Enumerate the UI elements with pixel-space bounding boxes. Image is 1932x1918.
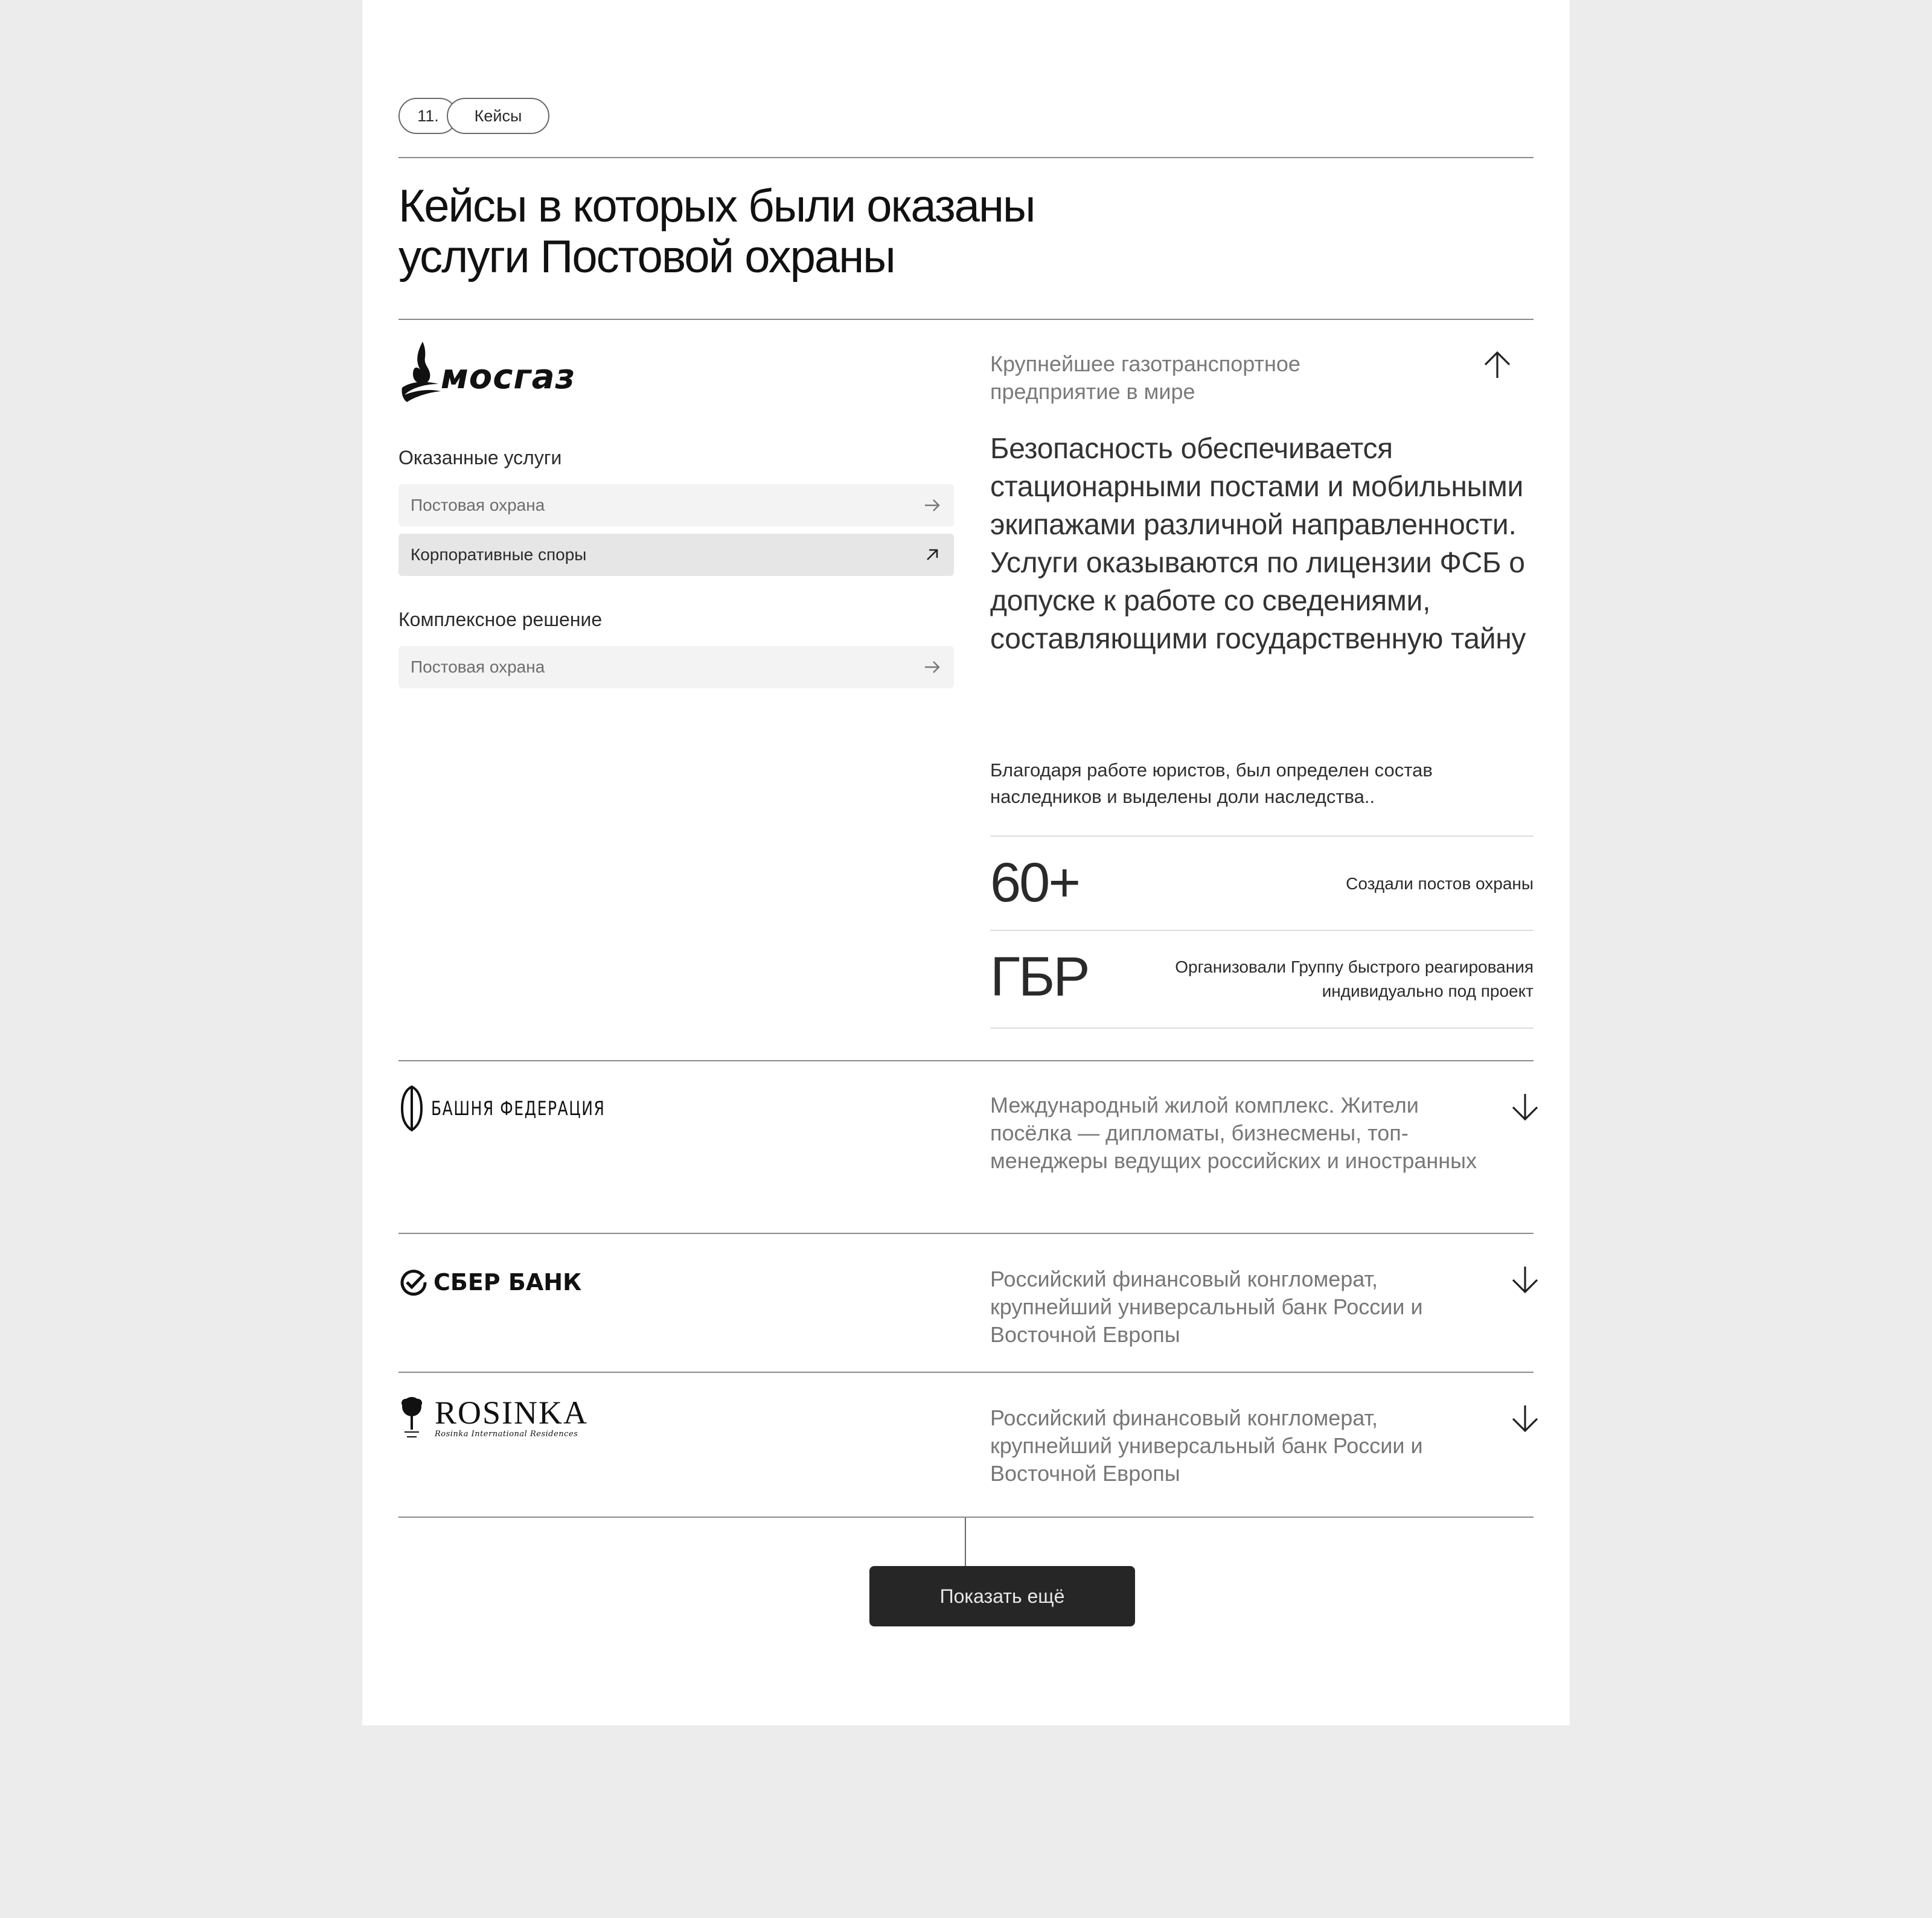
service-link-posting-guard[interactable] xyxy=(398,484,954,526)
arrow-down-icon xyxy=(1507,1262,1543,1298)
expand-toggle[interactable] xyxy=(1507,1089,1543,1125)
service-link-corporate-disputes[interactable] xyxy=(398,534,954,576)
page-title-line-2: услуги Постовой охраны xyxy=(398,231,895,283)
stats-divider xyxy=(990,930,1534,931)
case-description: Международный жилой комплекс. Жители посёлка — дипломаты, бизнесмены, топ-менеджеры ведущих российских и иностранных xyxy=(990,1093,1477,1173)
arrow-down-icon xyxy=(1507,1401,1543,1437)
case-tagline-line-2: предприятие в мире xyxy=(990,379,1195,404)
arrow-right-icon xyxy=(923,657,942,677)
flame-icon xyxy=(398,339,447,403)
rosinka-wordmark xyxy=(435,1396,588,1440)
divider xyxy=(398,157,1534,158)
stats-divider xyxy=(990,836,1534,837)
bashnya-logo xyxy=(398,1084,654,1133)
sberbank-logo-text: СБЕР БАНК xyxy=(433,1269,582,1296)
stat-text-gbr xyxy=(1175,955,1534,1003)
divider xyxy=(398,1372,1534,1373)
stat-value-posts: 60+ xyxy=(990,852,1080,913)
connector-line xyxy=(965,1518,966,1567)
bashnya-logo-text: БАШНЯ ФЕДЕРАЦИЯ xyxy=(431,1097,606,1120)
content-card xyxy=(362,0,1570,1725)
sber-check-icon xyxy=(398,1267,429,1297)
case-description: Благодаря работе юристов, был определен состав наследников и выделены доли наследства.. xyxy=(990,759,1433,807)
case-description: Российский финансовый конгломерат, крупнейший универсальный банк России и Восточной Европы xyxy=(990,1267,1423,1347)
case-lead-text: Безопасность обеспечивается стационарными постами и мобильными экипажами различной направленности. Услуги оказываются по лицензии ФСБ о допуске к работе со сведениями, составляющими государственную тайну xyxy=(990,433,1526,655)
case-tagline-line-1: Крупнейшее газотранспортное xyxy=(990,351,1300,376)
divider xyxy=(398,1060,1534,1061)
expand-toggle[interactable] xyxy=(1507,1401,1543,1437)
divider xyxy=(398,1233,1534,1234)
rosinka-logo-text: ROSINKA xyxy=(435,1395,589,1431)
collapse-toggle[interactable] xyxy=(1479,347,1515,383)
stat-text-line-1: Создали постов охраны xyxy=(1346,874,1534,893)
breadcrumb xyxy=(398,98,549,134)
arrow-right-icon xyxy=(923,496,942,515)
case-tagline xyxy=(990,350,1534,406)
case-description: Российский финансовый конгломерат, крупнейший универсальный банк России и Восточной Европы xyxy=(990,1405,1423,1486)
divider xyxy=(398,319,1534,320)
stats-divider xyxy=(990,1028,1534,1029)
service-label: Корпоративные споры xyxy=(411,545,587,564)
service-label: Постовая охрана xyxy=(411,496,545,514)
section-label-pill: Кейсы xyxy=(447,98,549,134)
service-label: Постовая охрана xyxy=(411,657,545,676)
complex-link-posting-guard[interactable] xyxy=(398,646,954,688)
stat-text-line-2: индивидуально под проект xyxy=(1322,982,1534,1000)
tower-icon xyxy=(398,1084,425,1133)
mosgaz-logo xyxy=(398,339,575,403)
rosinka-logo-subtext: Rosinka International Residences xyxy=(435,1430,578,1439)
divider xyxy=(398,1517,1534,1518)
stat-text-line-1: Организовали Группу быстрого реагирования xyxy=(1175,957,1534,976)
show-more-button[interactable]: Показать ещё xyxy=(869,1566,1135,1626)
page-title xyxy=(398,181,1183,283)
complex-solution-label: Комплексное решение xyxy=(398,609,603,630)
expand-toggle[interactable] xyxy=(1507,1262,1543,1298)
rosinka-logo xyxy=(398,1393,588,1443)
arrow-down-icon xyxy=(1507,1089,1543,1125)
services-label: Оказанные услуги xyxy=(398,447,562,468)
case-details xyxy=(990,350,1534,406)
stat-value-gbr: ГБР xyxy=(990,946,1089,1008)
arrow-up-icon xyxy=(1479,347,1515,383)
tree-icon xyxy=(398,1393,425,1443)
arrow-up-right-icon xyxy=(923,545,942,564)
mosgaz-logo-text: мосгаз xyxy=(441,357,576,397)
page-title-line-1: Кейсы в которых были оказаны xyxy=(398,181,1035,232)
stat-text-posts xyxy=(1346,872,1534,896)
section-number-pill: 11. xyxy=(398,98,458,134)
sberbank-logo xyxy=(398,1265,581,1299)
